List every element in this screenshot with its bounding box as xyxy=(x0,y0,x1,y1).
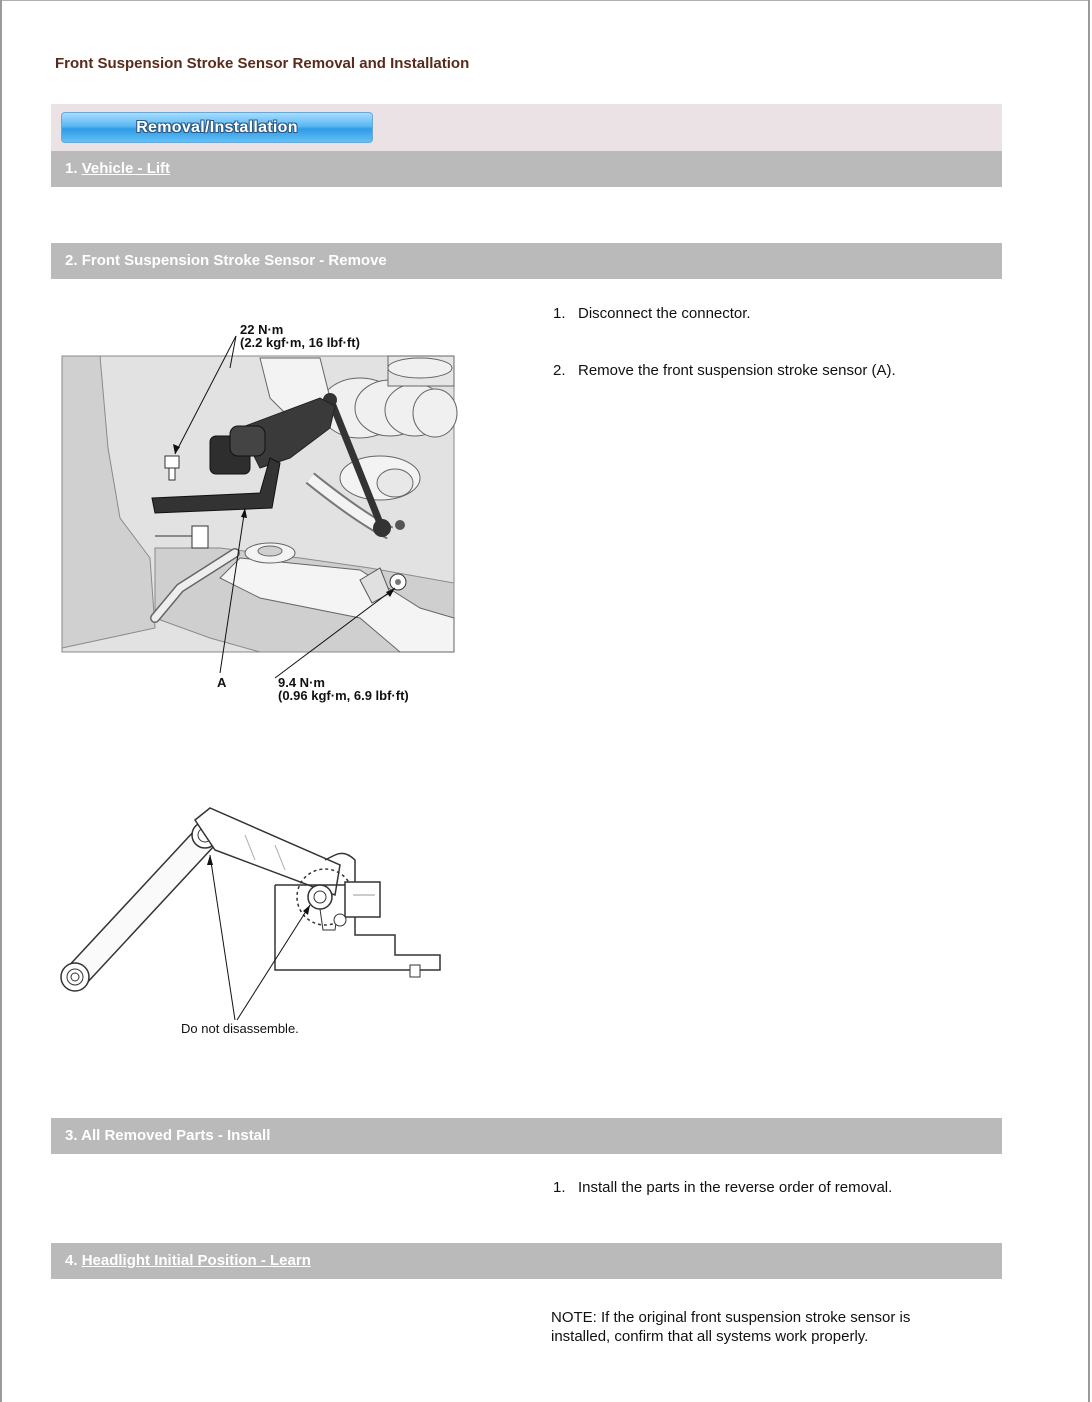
step-4-note: NOTE: If the original front suspension stroke sensor is installed, confirm that all systems work properly. xyxy=(551,1309,911,1345)
page-title: Front Suspension Stroke Sensor Removal and Installation xyxy=(55,55,470,72)
torque-top-line-2: (2.2 kgf·m, 16 lbf·ft) xyxy=(240,335,360,350)
sensor-detail-figure xyxy=(55,805,455,1045)
page-frame-left xyxy=(0,0,2,1402)
figure-caption: Do not disassemble. xyxy=(181,1021,299,1036)
step-1-header xyxy=(51,151,1002,187)
instruction-number: 1. xyxy=(553,1179,566,1196)
step-3-header xyxy=(51,1118,1002,1154)
step-4-header xyxy=(51,1243,1002,1279)
instruction-number: 1. xyxy=(553,305,566,322)
sensor-installed-illustration xyxy=(60,318,460,708)
step-3-title: All Removed Parts - Install xyxy=(81,1127,271,1144)
label-a: A xyxy=(217,675,227,690)
sensor-detail-illustration xyxy=(55,805,455,1045)
step-2-instruction-2 xyxy=(553,362,896,379)
step-2-title: Front Suspension Stroke Sensor - Remove xyxy=(81,252,387,269)
removal-installation-button[interactable]: Removal/Installation xyxy=(61,112,373,143)
step-2-instruction-1 xyxy=(553,305,751,322)
torque-top-line-1: 22 N·m xyxy=(240,322,284,337)
torque-bottom-line-1: 9.4 N·m xyxy=(278,675,325,690)
sensor-installed-figure xyxy=(60,318,460,708)
instruction-text: Disconnect the connector. xyxy=(578,305,751,322)
step-2-header xyxy=(51,243,1002,279)
instruction-number: 2. xyxy=(553,362,566,379)
page-frame-right xyxy=(1088,0,1090,1402)
step-1-number: 1. xyxy=(65,160,78,177)
step-3-instruction-1 xyxy=(553,1179,892,1196)
step-2-number: 2. xyxy=(65,252,78,269)
instruction-text: Install the parts in the reverse order of removal. xyxy=(578,1179,893,1196)
step-4-number: 4. xyxy=(65,1252,78,1269)
page-frame-top xyxy=(0,0,1090,1)
step-4-link[interactable]: Headlight Initial Position - Learn xyxy=(81,1252,311,1269)
torque-bottom-line-2: (0.96 kgf·m, 6.9 lbf·ft) xyxy=(278,688,409,703)
step-1-link[interactable]: Vehicle - Lift xyxy=(81,160,171,177)
step-3-number: 3. xyxy=(65,1127,78,1144)
instruction-text: Remove the front suspension stroke sensor (A). xyxy=(578,362,896,379)
